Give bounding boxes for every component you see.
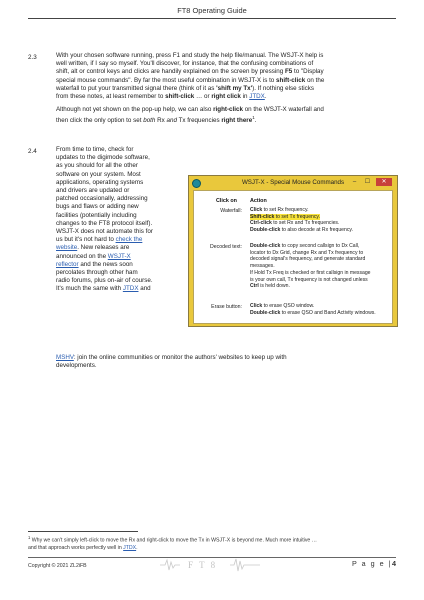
action-line: Ctrl is held down. (250, 283, 290, 290)
f5-key: F5 (284, 68, 293, 76)
text-line: updates to the digimode software, (56, 154, 150, 162)
action-line-highlighted: Shift-click to set Tx frequency. (250, 213, 321, 220)
text-line: and drivers are updated or (56, 187, 130, 195)
text-line: bugs and flaws or adding new (56, 203, 139, 211)
action-line: decoded signal's frequency, and generate standard (250, 256, 366, 263)
text-line: website. New releases are (56, 244, 130, 252)
jtdx-link[interactable]: JTDX (249, 93, 265, 101)
copyright: Copyright © 2021 ZL2iFB (28, 563, 87, 569)
erase-button-actions (250, 303, 376, 316)
dialog-title: WSJT-X - Special Mouse Commands (241, 179, 345, 186)
text-line: MSHV: join the online communities or monitor the authors' websites to keep up with (56, 354, 287, 361)
text-line: applications, operating systems (56, 178, 144, 186)
section-2-3-para-1 (56, 52, 396, 101)
text-line: well written, if I say so myself. You'll discover, for instance, that the confusing combinations of (56, 60, 314, 68)
action-line: locator to Dx Grid, change Rx and Tx frequency to (250, 249, 364, 256)
text-line: us but it's not hard to check the (56, 236, 143, 244)
text-line: radio forums, plus on-air of course. (56, 277, 153, 285)
action-line: Click to set Rx frequency. (250, 207, 309, 213)
action-line: Ctrl-click to set Rx and Tx frequencies. (250, 220, 340, 227)
text-line: changes to the FT8 protocol itself). (56, 219, 153, 227)
text-line: percolates through other ham (56, 269, 138, 277)
footnote-rule (28, 531, 138, 532)
waterfall-actions (250, 207, 353, 234)
jtdx-link-footnote[interactable]: JTDX (123, 545, 137, 552)
section-2-4-tail (56, 354, 396, 370)
text-line: from these notes, at least remember to shift-click … or right click in JTDX. (56, 93, 267, 101)
section-2-4-text (56, 146, 184, 294)
action-line: is your own call, Tx frequency is not changed unless (250, 276, 368, 283)
maximize-icon[interactable]: ☐ (364, 179, 371, 185)
footnote-ref[interactable]: 1 (252, 115, 255, 121)
waveform-icon (160, 556, 260, 574)
action-line: Double-click to also decode at Rx frequency. (250, 227, 353, 234)
text-line: With your chosen software running, press F1 and study the help file/manual. The WSJT-X help is (56, 52, 324, 59)
minimize-icon[interactable]: – (352, 179, 357, 185)
text-line: Although not yet shown on the pop-up help, we can also right-click on the WSJT-X waterfall and (56, 106, 324, 113)
text-line: shift, alt or control keys and clicks are handily explained on the screen by pressing F5 to "Display (56, 68, 324, 76)
wsjtx-link[interactable]: WSJT-X (107, 252, 131, 260)
text-line: From time to time, check for (56, 146, 134, 153)
text-line: software on your system. Most (56, 170, 141, 178)
decoded-text-actions (250, 243, 371, 290)
header-rule (28, 18, 396, 19)
section-number-2-3: 2.3 (28, 54, 37, 61)
action-line: messages. (250, 263, 275, 270)
close-icon[interactable]: ✕ (376, 178, 392, 186)
footnote (28, 534, 400, 553)
text-line: reflector and the news soon (56, 260, 133, 268)
text-line: developments. (56, 362, 97, 370)
check-the-link[interactable]: check the (115, 236, 143, 244)
reflector-link[interactable]: reflector (56, 260, 79, 268)
footnote-line: $^1$ Why we can't simply left-click to move the Rx and right-click to move the Tx in WSJT-X is beyond me. Much more intuitive … (28, 535, 317, 544)
row-label-decoded-text: Decoded text: (209, 244, 242, 250)
action-line: Double-click to copy second callsign to Dx Call, (250, 243, 360, 249)
text-line: then click the only option to set both Rx and Tx frequencies right there$^1$. (56, 115, 257, 125)
logo-text: F T 8 (188, 560, 218, 570)
text-line: patched occasionally, addressing (56, 195, 148, 203)
text-line: as you should for all the other (56, 162, 138, 170)
col-header-click-on: Click on (216, 198, 237, 204)
mouse-commands-dialog (188, 175, 398, 327)
mshv-link[interactable]: MSHV (56, 354, 74, 361)
action-line: Double-click to erase QSO and Band Activity windows. (250, 309, 376, 316)
footnote-line: and that approach works perfectly well in JTDX. (28, 545, 138, 552)
website-link[interactable]: website (56, 244, 78, 252)
text-line: facilities (potentially including (56, 211, 137, 219)
dialog-body (193, 190, 393, 324)
ft8-waveform-logo (160, 556, 260, 579)
text-line: WSJT-X does not automate this for (56, 228, 153, 236)
text-line: announced on the WSJT-X (56, 252, 131, 260)
page-header-title: FT8 Operating Guide (177, 6, 247, 15)
jtdx-link-2[interactable]: JTDX (122, 285, 139, 293)
page-number: P a g e |4 (351, 559, 396, 568)
text-line: special mouse commands". By far the most useful combination in WSJT-X is to shift-click on the (56, 76, 325, 84)
text-line: It's much the same with JTDX and (56, 285, 151, 293)
action-line: Click to erase QSO window. (250, 303, 315, 309)
text-line: waterfall to put your transmitted signal there (think of it as 'shift my Tx'). If nothing else sticks (56, 84, 314, 92)
row-label-erase-button: Erase button: (211, 304, 242, 310)
col-header-action: Action (250, 198, 267, 204)
action-line: If Hold Tx Freq is checked or first callsign in message (250, 269, 371, 276)
section-2-3-para-2 (56, 106, 396, 125)
row-label-waterfall: Waterfall: (220, 208, 242, 214)
section-number-2-4: 2.4 (28, 148, 37, 155)
